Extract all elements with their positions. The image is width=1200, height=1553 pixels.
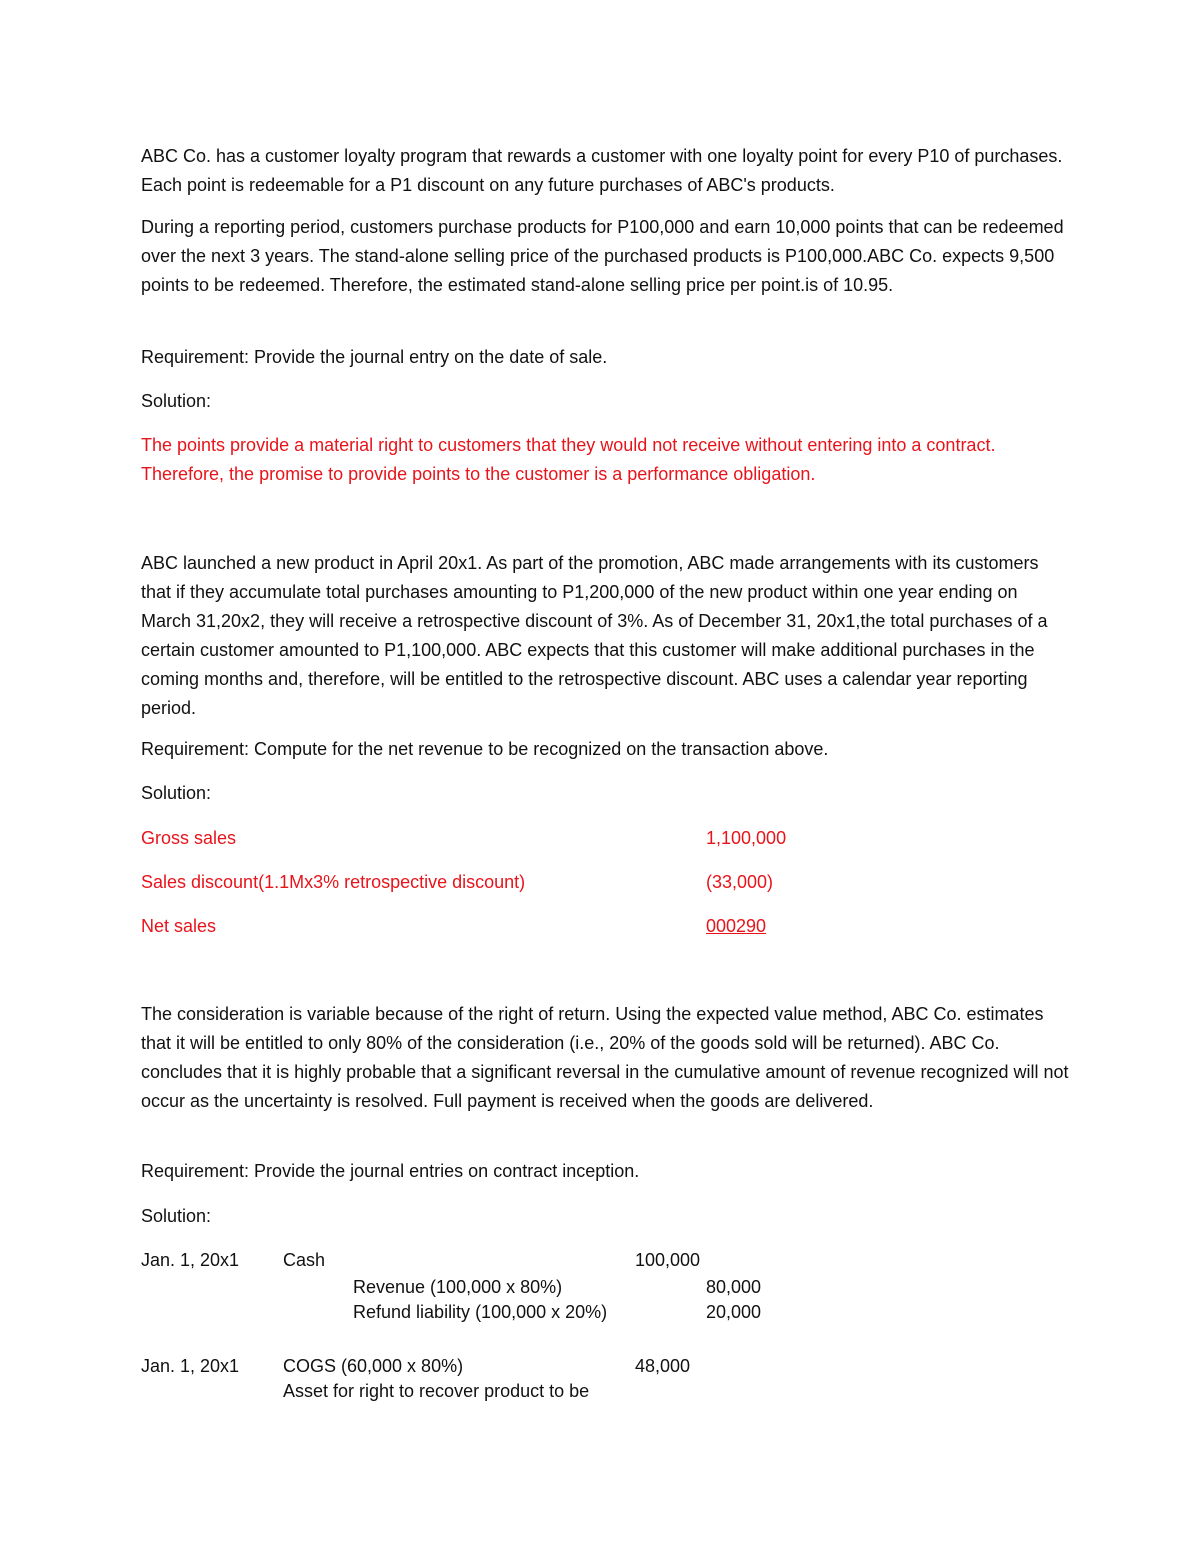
- debit-amount: 100,000: [635, 1250, 701, 1270]
- problem1-paragraph-1: ABC Co. has a customer loyalty program that rewards a customer with one loyalty point for every P10 of purchases. Each point is redeemable for a P1 discount on any future purchases of ABC's products.: [141, 146, 1063, 195]
- problem3-paragraph: The consideration is variable because of the right of return. Using the expected value method, ABC Co. estimates that it will be entitled to only 80% of the consideration (i.e., 20% of the goods sold will be returned). ABC Co. concludes that it is highly probable that a significant reversal in the cumulative amount of revenue recognized will not occur as the uncertainty is resolved. Full payment is received when the goods are delivered.: [141, 1004, 1069, 1111]
- problem2-paragraph: ABC launched a new product in April 20x1. As part of the promotion, ABC made arrangements with its customers that if they accumulate total purchases amounting to P1,200,000 of the new product within one year ending on March 31,20x2, they will receive a retrospective discount of 3%. As of December 31, 20x1,the total purchases of a certain customer amounted to P1,100,000. ABC expects that this customer will make additional purchases in the coming months and, therefore, will be entitled to the retrospective discount. ABC uses a calendar year reporting period.: [141, 553, 1048, 718]
- computation-amount: (33,000): [706, 872, 774, 892]
- debit-account: COGS (60,000 x 80%): [283, 1356, 464, 1376]
- problem1-solution-text: The points provide a material right to customers that they would not receive without entering into a contract. Therefore, the promise to provide points to the customer is a performance obligation.: [141, 435, 996, 484]
- problem2-requirement: Requirement: Compute for the net revenue to be recognized on the transaction above.: [141, 739, 829, 759]
- entry-date: Jan. 1, 20x1: [141, 1356, 240, 1376]
- computation-amount: 1,100,000: [706, 828, 787, 848]
- credit-account: Revenue (100,000 x 80%): [353, 1277, 563, 1297]
- computation-label: Gross sales: [141, 828, 237, 848]
- problem1-requirement: Requirement: Provide the journal entry on the date of sale.: [141, 347, 608, 367]
- problem1-paragraph-2: During a reporting period, customers purchase products for P100,000 and earn 10,000 points that can be redeemed over the next 3 years. The stand-alone selling price of the purchased products is P100,000.ABC Co. expects 9,500 points to be redeemed. Therefore, the estimated stand-alone selling price per point.is of 10.95.: [141, 217, 1064, 295]
- credit-amount: 20,000: [706, 1302, 762, 1322]
- computation-amount: 000290: [706, 916, 767, 936]
- debit-amount: 48,000: [635, 1356, 691, 1376]
- problem3-solution-label: Solution:: [141, 1206, 212, 1226]
- computation-label: Net sales: [141, 916, 217, 936]
- problem1-solution-label: Solution:: [141, 391, 212, 411]
- debit-account: Cash: [283, 1250, 326, 1270]
- problem2-solution-label: Solution:: [141, 783, 212, 803]
- computation-label: Sales discount(1.1Mx3% retrospective discount): [141, 872, 526, 892]
- problem3-requirement: Requirement: Provide the journal entries on contract inception.: [141, 1161, 640, 1181]
- debit-account-continued: Asset for right to recover product to be: [283, 1381, 590, 1401]
- entry-date: Jan. 1, 20x1: [141, 1250, 240, 1270]
- credit-amount: 80,000: [706, 1277, 762, 1297]
- credit-account: Refund liability (100,000 x 20%): [353, 1302, 608, 1322]
